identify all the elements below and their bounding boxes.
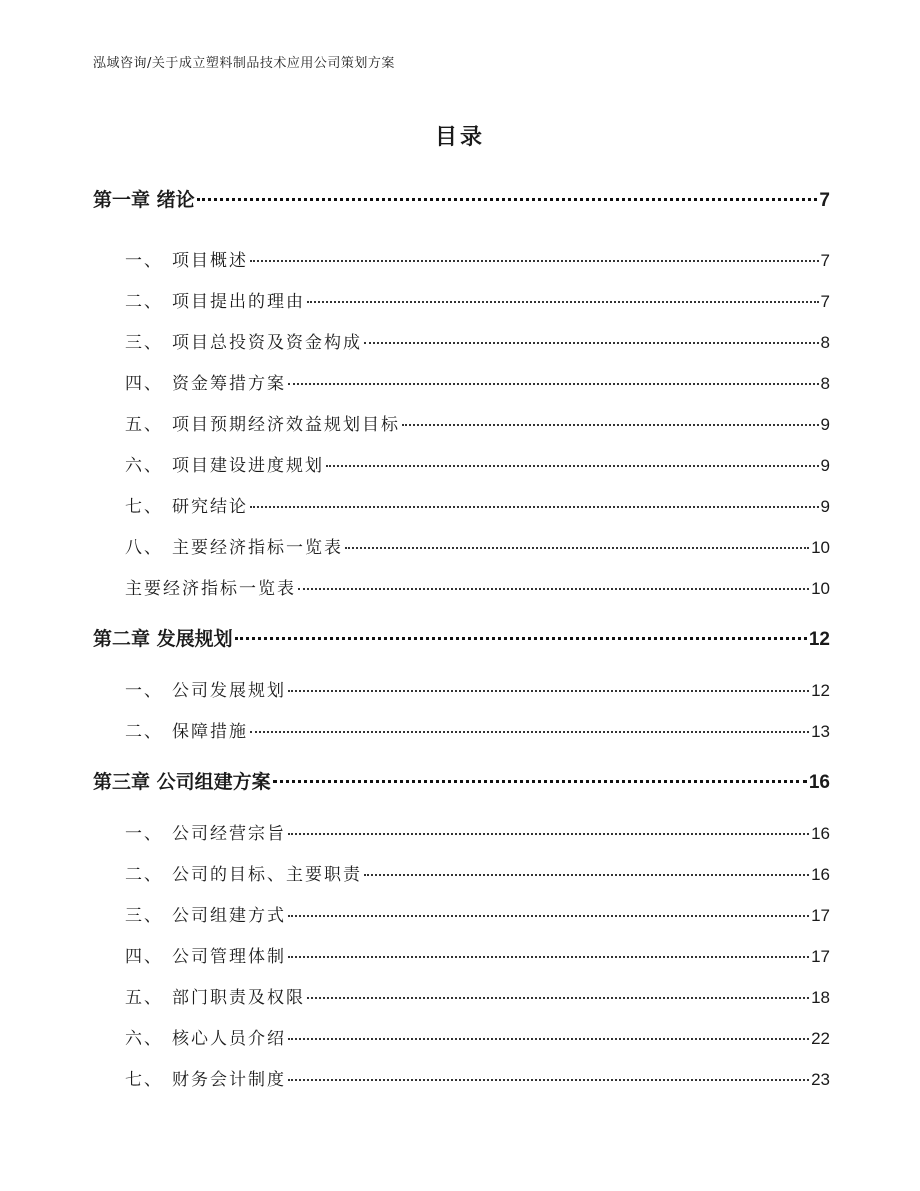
section-title: 主要经济指标一览表 [125,579,296,599]
page-number: 12 [811,681,830,700]
toc-section-entry[interactable] [125,246,830,271]
page-number: 18 [811,988,830,1007]
toc-section-entry[interactable] [125,410,830,435]
section-title: 核心人员介绍 [172,1029,286,1049]
chapter-number: 第二章 [93,628,151,650]
toc-section-entry[interactable] [125,942,830,967]
section-title: 项目总投资及资金构成 [172,333,362,353]
section-title: 项目预期经济效益规划目标 [172,415,400,435]
section-number: 三、 [125,333,163,353]
toc-section-entry[interactable] [125,369,830,394]
page-number: 23 [811,1070,830,1089]
toc-entry-label [125,287,305,312]
page-number: 8 [820,333,830,352]
toc-entry-label [125,1024,286,1049]
toc-entry-label [125,492,248,517]
dot-leader [326,465,819,467]
page-number: 8 [820,374,830,393]
toc-section-entry[interactable] [125,287,830,312]
section-number: 二、 [125,292,163,312]
dot-leader [307,301,819,303]
dot-leader [288,956,809,958]
dot-leader [345,547,809,549]
toc-section-entry[interactable] [125,983,830,1008]
section-title: 项目提出的理由 [172,292,305,312]
section-number: 七、 [125,1070,163,1090]
dot-leader [288,1079,809,1081]
toc-entry-label [125,676,286,701]
section-title: 项目概述 [172,251,248,271]
toc-section-entry[interactable] [125,676,830,701]
toc-chapter-entry[interactable] [93,624,830,651]
section-number: 一、 [125,251,163,271]
toc-entry-label [125,717,248,742]
dot-leader [250,506,819,508]
dot-leader [288,915,809,917]
section-number: 六、 [125,456,163,476]
section-number: 二、 [125,722,163,742]
toc-entry-label [125,860,362,885]
toc-entry-label [125,819,286,844]
toc-section-entry[interactable] [125,717,830,742]
section-number: 五、 [125,988,163,1008]
toc-section-entry[interactable] [125,451,830,476]
toc-entry-label [125,410,400,435]
section-number: 六、 [125,1029,163,1049]
toc-entry-label [93,624,233,651]
dot-leader [273,780,807,783]
dot-leader [288,383,819,385]
toc-entry-label [93,767,271,794]
section-title: 主要经济指标一览表 [172,538,343,558]
section-title: 公司组建方式 [172,906,286,926]
dot-leader [288,833,809,835]
toc-section-entry[interactable] [125,574,830,599]
dot-leader [307,997,809,999]
page-number: 22 [811,1029,830,1048]
toc-entry-label [125,451,324,476]
page-number: 13 [811,722,830,741]
page-number: 16 [808,772,830,793]
section-title: 公司管理体制 [172,947,286,967]
toc-section-entry[interactable] [125,901,830,926]
page-number: 16 [811,824,830,843]
section-title: 资金筹措方案 [172,374,286,394]
toc-entry-label [125,533,343,558]
section-number: 五、 [125,415,163,435]
toc-entry-label [125,246,248,271]
dot-leader [250,260,819,262]
section-title: 公司经营宗旨 [172,824,286,844]
section-number: 八、 [125,538,163,558]
toc-section-entry[interactable] [125,533,830,558]
section-title: 项目建设进度规划 [172,456,324,476]
page-number: 7 [820,251,830,270]
chapter-number: 第一章 [93,189,151,211]
section-number: 四、 [125,947,163,967]
page-number: 9 [820,456,830,475]
toc-title: 目录 [434,125,485,150]
toc-section-entry[interactable] [125,328,830,353]
toc-section-entry[interactable] [125,860,830,885]
section-number: 七、 [125,497,163,517]
running-header: 泓域咨询/关于成立塑料制品技术应用公司策划方案 [93,56,395,71]
page-number: 9 [820,415,830,434]
toc-entry-label [125,1065,286,1090]
section-title: 研究结论 [172,497,248,517]
page-number: 7 [820,292,830,311]
section-title: 部门职责及权限 [172,988,305,1008]
toc-chapter-entry[interactable] [93,767,830,794]
toc-section-entry[interactable] [125,1065,830,1090]
page-number: 16 [811,865,830,884]
dot-leader [250,731,809,733]
section-number: 二、 [125,865,163,885]
dot-leader [197,198,818,201]
toc-section-entry[interactable] [125,819,830,844]
section-number: 一、 [125,681,163,701]
section-title: 公司发展规划 [172,681,286,701]
page-number: 9 [820,497,830,516]
section-number: 一、 [125,824,163,844]
dot-leader [235,637,807,640]
toc-entry-label [125,574,296,599]
dot-leader [288,690,809,692]
toc-chapter-entry[interactable] [93,185,830,212]
toc-section-entry[interactable] [125,492,830,517]
page-number: 12 [808,629,830,650]
dot-leader [288,1038,809,1040]
section-title: 财务会计制度 [172,1070,286,1090]
page-number: 10 [811,538,830,557]
section-number: 三、 [125,906,163,926]
toc-entry-label [125,983,305,1008]
toc-section-entry[interactable] [125,1024,830,1049]
chapter-title: 绪论 [156,189,195,211]
toc-entry-label [93,185,195,212]
section-title: 保障措施 [172,722,248,742]
dot-leader [298,588,809,590]
dot-leader [402,424,819,426]
toc-entry-label [125,942,286,967]
toc-entry-label [125,328,362,353]
page-number: 17 [811,947,830,966]
page-number: 17 [811,906,830,925]
dot-leader [364,874,809,876]
page-number: 7 [819,190,830,211]
section-number: 四、 [125,374,163,394]
chapter-title: 发展规划 [156,628,233,650]
chapter-title: 公司组建方案 [156,771,271,793]
toc-entry-label [125,369,286,394]
section-title: 公司的目标、主要职责 [172,865,362,885]
dot-leader [364,342,819,344]
toc-entry-label [125,901,286,926]
page-number: 10 [811,579,830,598]
chapter-number: 第三章 [93,771,151,793]
